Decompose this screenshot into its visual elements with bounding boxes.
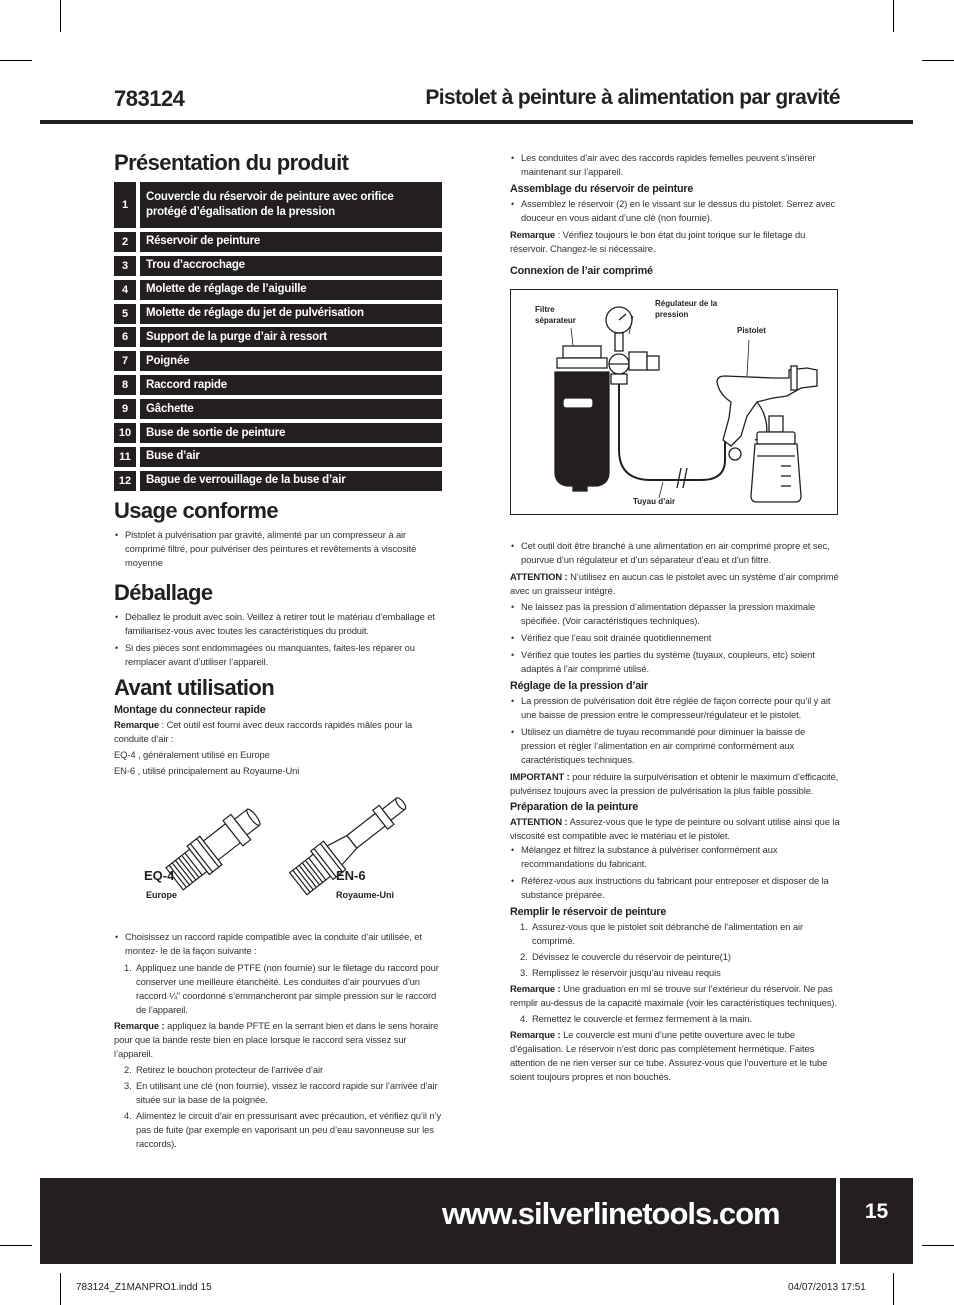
part-number: 2 bbox=[114, 232, 136, 252]
part-number: 3 bbox=[114, 256, 136, 276]
part-label: Molette de réglage du jet de pulvérisation bbox=[140, 304, 442, 324]
part-label: Réservoir de peinture bbox=[140, 232, 442, 252]
parts-row bbox=[114, 399, 442, 419]
reglage-subheading: Réglage de la pression d’air bbox=[510, 680, 648, 692]
crop-mark bbox=[922, 1245, 954, 1246]
pressure-checks-list bbox=[510, 600, 840, 676]
parts-row bbox=[114, 280, 442, 300]
connexion-subheading: Connexion de l’air comprimé bbox=[510, 265, 653, 277]
list-item: • Ne laissez pas la pression d’alimentation dépasser la pression maximale spécifiée. (Voir caractéristiques techniques). bbox=[510, 600, 840, 628]
en6-sublabel: Royaume-Uni bbox=[336, 889, 395, 900]
remarque-paragraph bbox=[510, 228, 840, 256]
parts-row bbox=[114, 375, 442, 395]
preparation-subheading: Préparation de la peinture bbox=[510, 801, 638, 813]
list-item: 4. Remettez le couvercle et fermez fermement à la main. bbox=[520, 1013, 752, 1024]
remarque-text: : Vérifiez toujours le bon état du joint torique sur le filetage du réservoir. Changez-le si nécessaire. bbox=[510, 229, 806, 254]
part-label: Raccord rapide bbox=[140, 375, 442, 395]
website-link[interactable]: www.silverlinetools.com bbox=[442, 1196, 780, 1231]
step-text: Appliquez une bande de PTFE (non fournie) sur le filetage du raccord pour conserver une meilleure étanchéité. Les conduites d’air pourvues d’un raccord ¼" coordonné s’emmancheront par simple pression sur le raccord de l’appareil. bbox=[136, 961, 439, 1015]
attention-keyword: ATTENTION : bbox=[510, 571, 568, 582]
connectors-illustration bbox=[114, 786, 444, 926]
part-number: 12 bbox=[114, 471, 136, 491]
crop-mark bbox=[893, 0, 894, 32]
remarque-text: : Cet outil est fourni avec deux raccords rapides mâles pour la conduite d’air : bbox=[114, 718, 413, 744]
usage-heading: Usage conforme bbox=[114, 497, 278, 523]
avant-heading: Avant utilisation bbox=[114, 674, 275, 700]
step-text: Remplissez le réservoir jusqu’au niveau requis bbox=[532, 967, 721, 978]
step-text: Remettez le couvercle et fermez fermement à la main. bbox=[532, 1013, 752, 1024]
part-number: 5 bbox=[114, 304, 136, 324]
remarque-paragraph bbox=[510, 982, 840, 1010]
parts-row bbox=[114, 471, 442, 491]
remarque-text: appliquez la bande PFTE en la serrant bien et dans le sens horaire pour que la bande reste bien en place lorsque le raccord sera vissez sur l’appareil. bbox=[114, 1019, 439, 1059]
part-label: Buse d’air bbox=[140, 447, 442, 467]
list-item: 1. Assurez-vous que le pistolet soit débranché de l’alimentation en air comprimé. bbox=[520, 921, 803, 946]
part-label: Molette de réglage de l’aiguille bbox=[140, 280, 442, 300]
remarque-keyword: Remarque : bbox=[114, 1019, 165, 1031]
diagram-label-regulateur: Régulateur de la pression bbox=[655, 299, 718, 319]
list-item: 3. Remplissez le réservoir jusqu’au niveau requis bbox=[520, 967, 721, 978]
page-header bbox=[114, 84, 840, 118]
part-number: 9 bbox=[114, 399, 136, 419]
attention-text: Assurez-vous que le type de peinture ou solvant utilisé ainsi que la viscosité est compatible avec le matériau et le pistolet. bbox=[510, 816, 840, 841]
assemblage-list bbox=[510, 197, 840, 225]
part-label: Couvercle du réservoir de peinture avec orifice protégé d’égalisation de la pression bbox=[140, 182, 442, 228]
usage-list bbox=[114, 528, 444, 570]
parts-list bbox=[114, 182, 442, 491]
remarque-paragraph bbox=[114, 718, 444, 746]
fill-steps bbox=[510, 920, 840, 980]
eq4-label: EQ-4 bbox=[144, 867, 175, 883]
list-item: • Les conduites d’air avec des raccords rapides femelles peuvent s’insérer maintenant sur l’appareil. bbox=[510, 151, 840, 179]
preparation-list bbox=[510, 843, 840, 902]
list-item: • Assemblez le réservoir (2) en le vissant sur le dessus du pistolet. Serrez avec douceur en vous aidant d’une clé (non fournie). bbox=[510, 197, 840, 225]
page-title: Pistolet à peinture à alimentation par gravité bbox=[425, 86, 840, 109]
crop-mark bbox=[60, 0, 61, 32]
list-item: 1. Appliquez une bande de PTFE (non fournie) sur le filetage du raccord pour conserver une meilleure étanchéité. Les conduites d’air pourvues d’un raccord ¼" coordonné s’emmancheront par simple pression sur le raccord de l’appareil. bbox=[124, 961, 439, 1015]
list-item: 4. Alimentez le circuit d’air en pressurisant avec précaution, et vérifiez qu’il n’y pas de fuite (par exemple en vaporisant un peu d’eau savonneuse sur les raccords). bbox=[124, 1109, 442, 1149]
presentation-heading: Présentation du produit bbox=[114, 150, 349, 175]
parts-row bbox=[114, 182, 442, 228]
list-item: 2. Dévissez le couvercle du réservoir de peinture(1) bbox=[520, 951, 731, 962]
crop-mark bbox=[893, 1273, 894, 1305]
branche-list bbox=[510, 539, 840, 567]
crop-mark bbox=[0, 60, 32, 61]
important-text: pour réduire la surpulvérisation et obtenir le maximum d’efficacité, pulvérisez toujours avec la pression de pulvérisation la plus faible possible. bbox=[510, 771, 839, 796]
remarque-paragraph bbox=[510, 1028, 840, 1084]
remarque-text: Une graduation en ml se trouve sur l’extérieur du réservoir. Ne pas remplir au-dessus de la capacité maximale (voir les caractéristiques techniques). bbox=[510, 983, 837, 1008]
deballage-heading: Déballage bbox=[114, 579, 213, 605]
parts-row bbox=[114, 327, 442, 347]
conduites-list bbox=[510, 151, 840, 179]
deballage-list bbox=[114, 610, 444, 669]
model-number: 783124 bbox=[114, 86, 185, 111]
part-number: 8 bbox=[114, 375, 136, 395]
list-item: 3. En utilisant une clé (non fournie), vissez le raccord rapide sur l’arrivée d’air située sur la base de la poignée. bbox=[124, 1079, 438, 1105]
parts-row bbox=[114, 304, 442, 324]
important-keyword: IMPORTANT : bbox=[510, 771, 570, 782]
crop-mark bbox=[0, 1245, 32, 1246]
diagram-label-tuyau: Tuyau d’air bbox=[633, 497, 676, 506]
imprint-file: 783124_Z1MANPRO1.indd 15 bbox=[76, 1282, 212, 1293]
list-item: • Référez-vous aux instructions du fabricant pour entreposer et disposer de la substance préparée. bbox=[510, 874, 840, 902]
en6-label: EN-6 bbox=[336, 867, 366, 883]
remarque-text: Le couvercle est muni d’une petite ouverture avec le tube d’égalisation. Le réservoir n’est donc pas complètement hermétique. Faites attention de ne rien verser sur ce tube. Assurez-vous que l’ouverture et le tube soient toujours propres et non bouchés. bbox=[510, 1029, 828, 1082]
list-item: • Vérifiez que l’eau soit drainée quotidiennement bbox=[510, 631, 840, 645]
connector-steps bbox=[114, 961, 444, 1017]
diagram-label-pistolet: Pistolet bbox=[737, 326, 766, 335]
parts-row bbox=[114, 351, 442, 371]
part-label: Gâchette bbox=[140, 399, 442, 419]
air-connection-diagram bbox=[510, 289, 838, 515]
part-number: 11 bbox=[114, 447, 136, 467]
reglage-list bbox=[510, 694, 840, 767]
parts-row bbox=[114, 447, 442, 467]
parts-row bbox=[114, 232, 442, 252]
part-number: 10 bbox=[114, 423, 136, 443]
list-item: • Utilisez un diamètre de tuyau recommandé pour diminuer la baisse de pression et régler l’alimentation en air comprimé conformément aux caractéristiques techniques. bbox=[510, 725, 840, 767]
list-item: 2. Retirez le bouchon protecteur de l’arrivée d’air bbox=[124, 1063, 323, 1075]
step-text: En utilisant une clé (non fournie), vissez le raccord rapide sur l’arrivée d’air située sur la base de la poignée. bbox=[136, 1079, 438, 1105]
crop-mark bbox=[922, 60, 954, 61]
right-column bbox=[510, 151, 840, 1084]
eq4-line: EQ-4 , généralement utilisé en Europe bbox=[114, 748, 270, 760]
remarque-keyword: Remarque : bbox=[510, 1029, 561, 1040]
list-item: • Si des pièces sont endommagées ou manquantes, faites-les réparer ou remplacer avant d’utiliser l’appareil. bbox=[114, 641, 444, 669]
remarque-keyword: Remarque bbox=[114, 718, 160, 730]
list-item: • Pistolet à pulvérisation par gravité, alimenté par un compresseur à air comprimé filtré, pour pulvériser des peintures et revêtements à viscosité moyenne bbox=[114, 528, 444, 570]
list-item: • Cet outil doit être branché à une alimentation en air comprimé propre et sec, pourvue d’un régulateur et d’un séparateur d’eau et d’un filtre. bbox=[510, 539, 840, 567]
part-number: 7 bbox=[114, 351, 136, 371]
remarque-keyword: Remarque : bbox=[510, 983, 561, 994]
list-item: • Déballez le produit avec soin. Veillez à retirer tout le matériau d’emballage et familiarisez-vous avec toutes les caractéristiques du produit. bbox=[114, 610, 444, 638]
part-label: Bague de verrouillage de la buse d’air bbox=[140, 471, 442, 491]
part-number: 1 bbox=[114, 182, 136, 228]
attention-paragraph bbox=[510, 570, 840, 598]
connector-subheading: Montage du connecteur rapide bbox=[114, 703, 266, 716]
list-item: • Choisissez un raccord rapide compatible avec la conduite d’air utilisée, et montez- le de la façon suivante : bbox=[114, 930, 444, 958]
assemblage-subheading: Assemblage du réservoir de peinture bbox=[510, 183, 694, 195]
diagram-label-filtre: Filtre séparateur bbox=[535, 305, 576, 325]
part-label: Buse de sortie de peinture bbox=[140, 423, 442, 443]
part-number: 4 bbox=[114, 280, 136, 300]
remarque-paragraph bbox=[114, 1019, 444, 1061]
header-rule bbox=[40, 120, 913, 124]
imprint-date: 04/07/2013 17:51 bbox=[788, 1282, 866, 1293]
step-text: Retirez le bouchon protecteur de l’arrivée d’air bbox=[136, 1063, 323, 1075]
en6-line: EN-6 , utilisé principalement au Royaume-Uni bbox=[114, 764, 300, 776]
connectors-drawing bbox=[114, 786, 444, 926]
connector-steps-continued bbox=[114, 1063, 444, 1151]
step-text: Dévissez le couvercle du réservoir de peinture(1) bbox=[532, 951, 731, 962]
part-label: Support de la purge d’air à ressort bbox=[140, 327, 442, 347]
remarque-keyword: Remarque bbox=[510, 229, 556, 240]
attention-keyword: ATTENTION : bbox=[510, 816, 568, 827]
eq4-sublabel: Europe bbox=[146, 889, 178, 900]
parts-row bbox=[114, 256, 442, 276]
connector-steps-intro bbox=[114, 930, 444, 958]
fill-steps-continued bbox=[510, 1012, 840, 1026]
list-item: • Mélangez et filtrez la substance à pulvériser conformément aux recommandations du fabricant. bbox=[510, 843, 840, 871]
list-item: • Vérifiez que toutes les parties du système (tuyaux, coupleurs, etc) soient adaptés à l’air comprimé utilisé. bbox=[510, 648, 840, 676]
attention-text: N’utilisez en aucun cas le pistolet avec un système d’air comprimé avec un graisseur intégré. bbox=[510, 571, 839, 596]
attention-paragraph bbox=[510, 815, 840, 843]
list-item: • La pression de pulvérisation doit être réglée de façon correcte pour qu’il y ait une baisse de pression entre le compresseur/régulateur et le pistolet. bbox=[510, 694, 840, 722]
crop-mark bbox=[60, 1273, 61, 1305]
part-label: Poignée bbox=[140, 351, 442, 371]
left-column bbox=[114, 150, 444, 1153]
page-number: 15 bbox=[840, 1178, 913, 1264]
part-label: Trou d’accrochage bbox=[140, 256, 442, 276]
important-paragraph bbox=[510, 770, 840, 798]
remplir-subheading: Remplir le réservoir de peinture bbox=[510, 906, 667, 918]
part-number: 6 bbox=[114, 327, 136, 347]
parts-row bbox=[114, 423, 442, 443]
step-text: Alimentez le circuit d’air en pressurisant avec précaution, et vérifiez qu’il n’y pas de fuite (par exemple en vaporisant un peu d’eau savonneuse sur les raccords). bbox=[136, 1109, 442, 1149]
step-text: Assurez-vous que le pistolet soit débranché de l’alimentation en air comprimé. bbox=[532, 921, 803, 946]
